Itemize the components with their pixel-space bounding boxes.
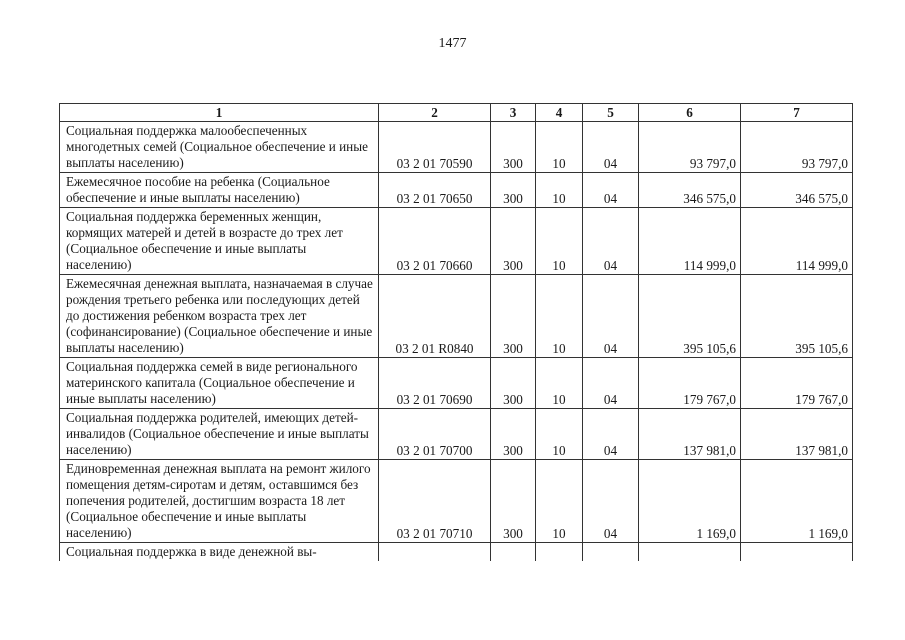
row-col5: 04 — [583, 173, 639, 208]
row-col7: 395 105,6 — [741, 275, 853, 358]
row-col3 — [491, 543, 536, 562]
row-col4 — [536, 543, 583, 562]
table-row-partial — [60, 543, 853, 562]
column-header-3: 3 — [491, 104, 536, 122]
budget-table — [59, 103, 853, 561]
row-description: Социальная поддержка родителей, имеющих детей-инвалидов (Социальное обеспечение и иные выплаты населению) — [60, 409, 379, 460]
row-col3: 300 — [491, 275, 536, 358]
row-description: Социальная поддержка малообеспеченных многодетных семей (Социальное обеспечение и иные выплаты населению) — [60, 122, 379, 173]
row-description: Социальная поддержка беременных женщин, кормящих матерей и детей в возрасте до трех лет (Социальное обеспечение и иные выплаты населению) — [60, 208, 379, 275]
row-description: Социальная поддержка семей в виде регионального материнского капитала (Социальное обеспечение и иные выплаты населению) — [60, 358, 379, 409]
column-header-5: 5 — [583, 104, 639, 122]
row-col3: 300 — [491, 358, 536, 409]
row-code — [379, 543, 491, 562]
row-col4: 10 — [536, 173, 583, 208]
row-col7: 1 169,0 — [741, 460, 853, 543]
row-col3: 300 — [491, 409, 536, 460]
row-col5: 04 — [583, 122, 639, 173]
row-description: Ежемесячное пособие на ребенка (Социальное обеспечение и иные выплаты населению) — [60, 173, 379, 208]
row-col7: 346 575,0 — [741, 173, 853, 208]
table-row — [60, 409, 853, 460]
column-header-6: 6 — [639, 104, 741, 122]
row-col4: 10 — [536, 460, 583, 543]
row-col6: 1 169,0 — [639, 460, 741, 543]
page-number: 1477 — [438, 36, 467, 51]
row-description: Единовременная денежная выплата на ремонт жилого помещения детям-сиротам и детям, оставшимся без попечения родителей, достигшим возраста 18 лет (Социальное обеспечение и иные выплаты населению) — [60, 460, 379, 543]
row-code: 03 2 01 70710 — [379, 460, 491, 543]
row-col5 — [583, 543, 639, 562]
row-code: 03 2 01 70590 — [379, 122, 491, 173]
row-col3: 300 — [491, 173, 536, 208]
table-row — [60, 275, 853, 358]
row-col6: 179 767,0 — [639, 358, 741, 409]
row-col5: 04 — [583, 460, 639, 543]
row-col4: 10 — [536, 358, 583, 409]
row-col5: 04 — [583, 208, 639, 275]
row-col4: 10 — [536, 409, 583, 460]
row-code: 03 2 01 70690 — [379, 358, 491, 409]
table-row — [60, 122, 853, 173]
column-header-7: 7 — [741, 104, 853, 122]
row-col5: 04 — [583, 409, 639, 460]
row-col7: 93 797,0 — [741, 122, 853, 173]
row-col4: 10 — [536, 208, 583, 275]
row-col6 — [639, 543, 741, 562]
column-header-1: 1 — [60, 104, 379, 122]
row-col6: 346 575,0 — [639, 173, 741, 208]
row-col4: 10 — [536, 122, 583, 173]
table-row — [60, 460, 853, 543]
table-row — [60, 173, 853, 208]
row-col5: 04 — [583, 358, 639, 409]
row-col6: 395 105,6 — [639, 275, 741, 358]
row-col5: 04 — [583, 275, 639, 358]
row-col3: 300 — [491, 460, 536, 543]
row-col7 — [741, 543, 853, 562]
row-col6: 137 981,0 — [639, 409, 741, 460]
row-col4: 10 — [536, 275, 583, 358]
row-description: Ежемесячная денежная выплата, назначаемая в случае рождения третьего ребенка или последующих детей до достижения ребенком возраста трех лет (софинансирование) (Социальное обеспечение и иные выплаты населению) — [60, 275, 379, 358]
column-header-2: 2 — [379, 104, 491, 122]
table-row — [60, 358, 853, 409]
row-code: 03 2 01 70650 — [379, 173, 491, 208]
row-col7: 179 767,0 — [741, 358, 853, 409]
table-row — [60, 208, 853, 275]
row-col3: 300 — [491, 122, 536, 173]
header-row — [60, 104, 853, 122]
row-col7: 137 981,0 — [741, 409, 853, 460]
row-code: 03 2 01 R0840 — [379, 275, 491, 358]
row-code: 03 2 01 70660 — [379, 208, 491, 275]
row-col3: 300 — [491, 208, 536, 275]
column-header-4: 4 — [536, 104, 583, 122]
row-code: 03 2 01 70700 — [379, 409, 491, 460]
row-col7: 114 999,0 — [741, 208, 853, 275]
row-col6: 114 999,0 — [639, 208, 741, 275]
row-col6: 93 797,0 — [639, 122, 741, 173]
row-description: Социальная поддержка в виде денежной вы- — [60, 543, 379, 562]
